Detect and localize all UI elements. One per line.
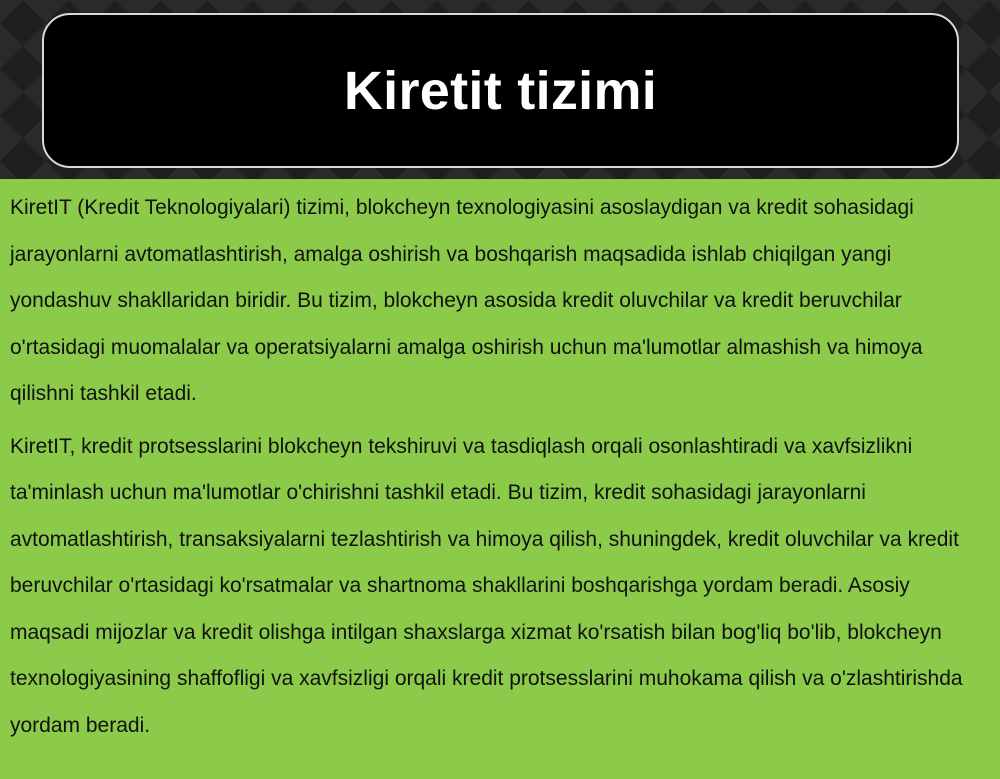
slide-title: Kiretit tizimi xyxy=(343,60,658,121)
paragraph-1: KiretIT (Kredit Teknologiyalari) tizimi, blokcheyn texnologiyasini asoslaydigan va kredit sohasidagi jarayonlarni avtomatlashtirish, amalga oshirish va boshqarish maqsadida ishlab chiqilgan yangi yondashuv shakllaridan biridir. Bu tizim, blokcheyn asosida kredit oluvchilar va kredit beruvchilar o'rtasidagi muomalalar va operatsiyalarni amalga oshirish uchun ma'lumotlar almashish va himoya qilishni tashkil etadi. xyxy=(10,196,923,405)
content-panel xyxy=(0,179,1000,779)
title-banner xyxy=(42,13,959,168)
paragraph-2: KiretIT, kredit protsesslarini blokcheyn tekshiruvi va tasdiqlash orqali osonlashtiradi va xavfsizlikni ta'minlash uchun ma'lumotlar o'chirishni tashkil etadi. Bu tizim, kredit sohasidagi jarayonlarni avtomatlashtirish, transaksiyalarni tezlashtirish va himoya qilish, shuningdek, kredit oluvchilar va kredit beruvchilar o'rtasidagi ko'rsatmalar va shartnoma shakllarini boshqarishga yordam beradi. Asosiy maqsadi mijozlar va kredit olishga intilgan shaxslarga xizmat ko'rsatish bilan bog'liq bo'lib, blokcheyn texnologiyasining shaffofligi va xavfsizligi orqali kredit protsesslarini muhokama qilish va o'zlashtirishda yordam beradi. xyxy=(10,434,963,737)
